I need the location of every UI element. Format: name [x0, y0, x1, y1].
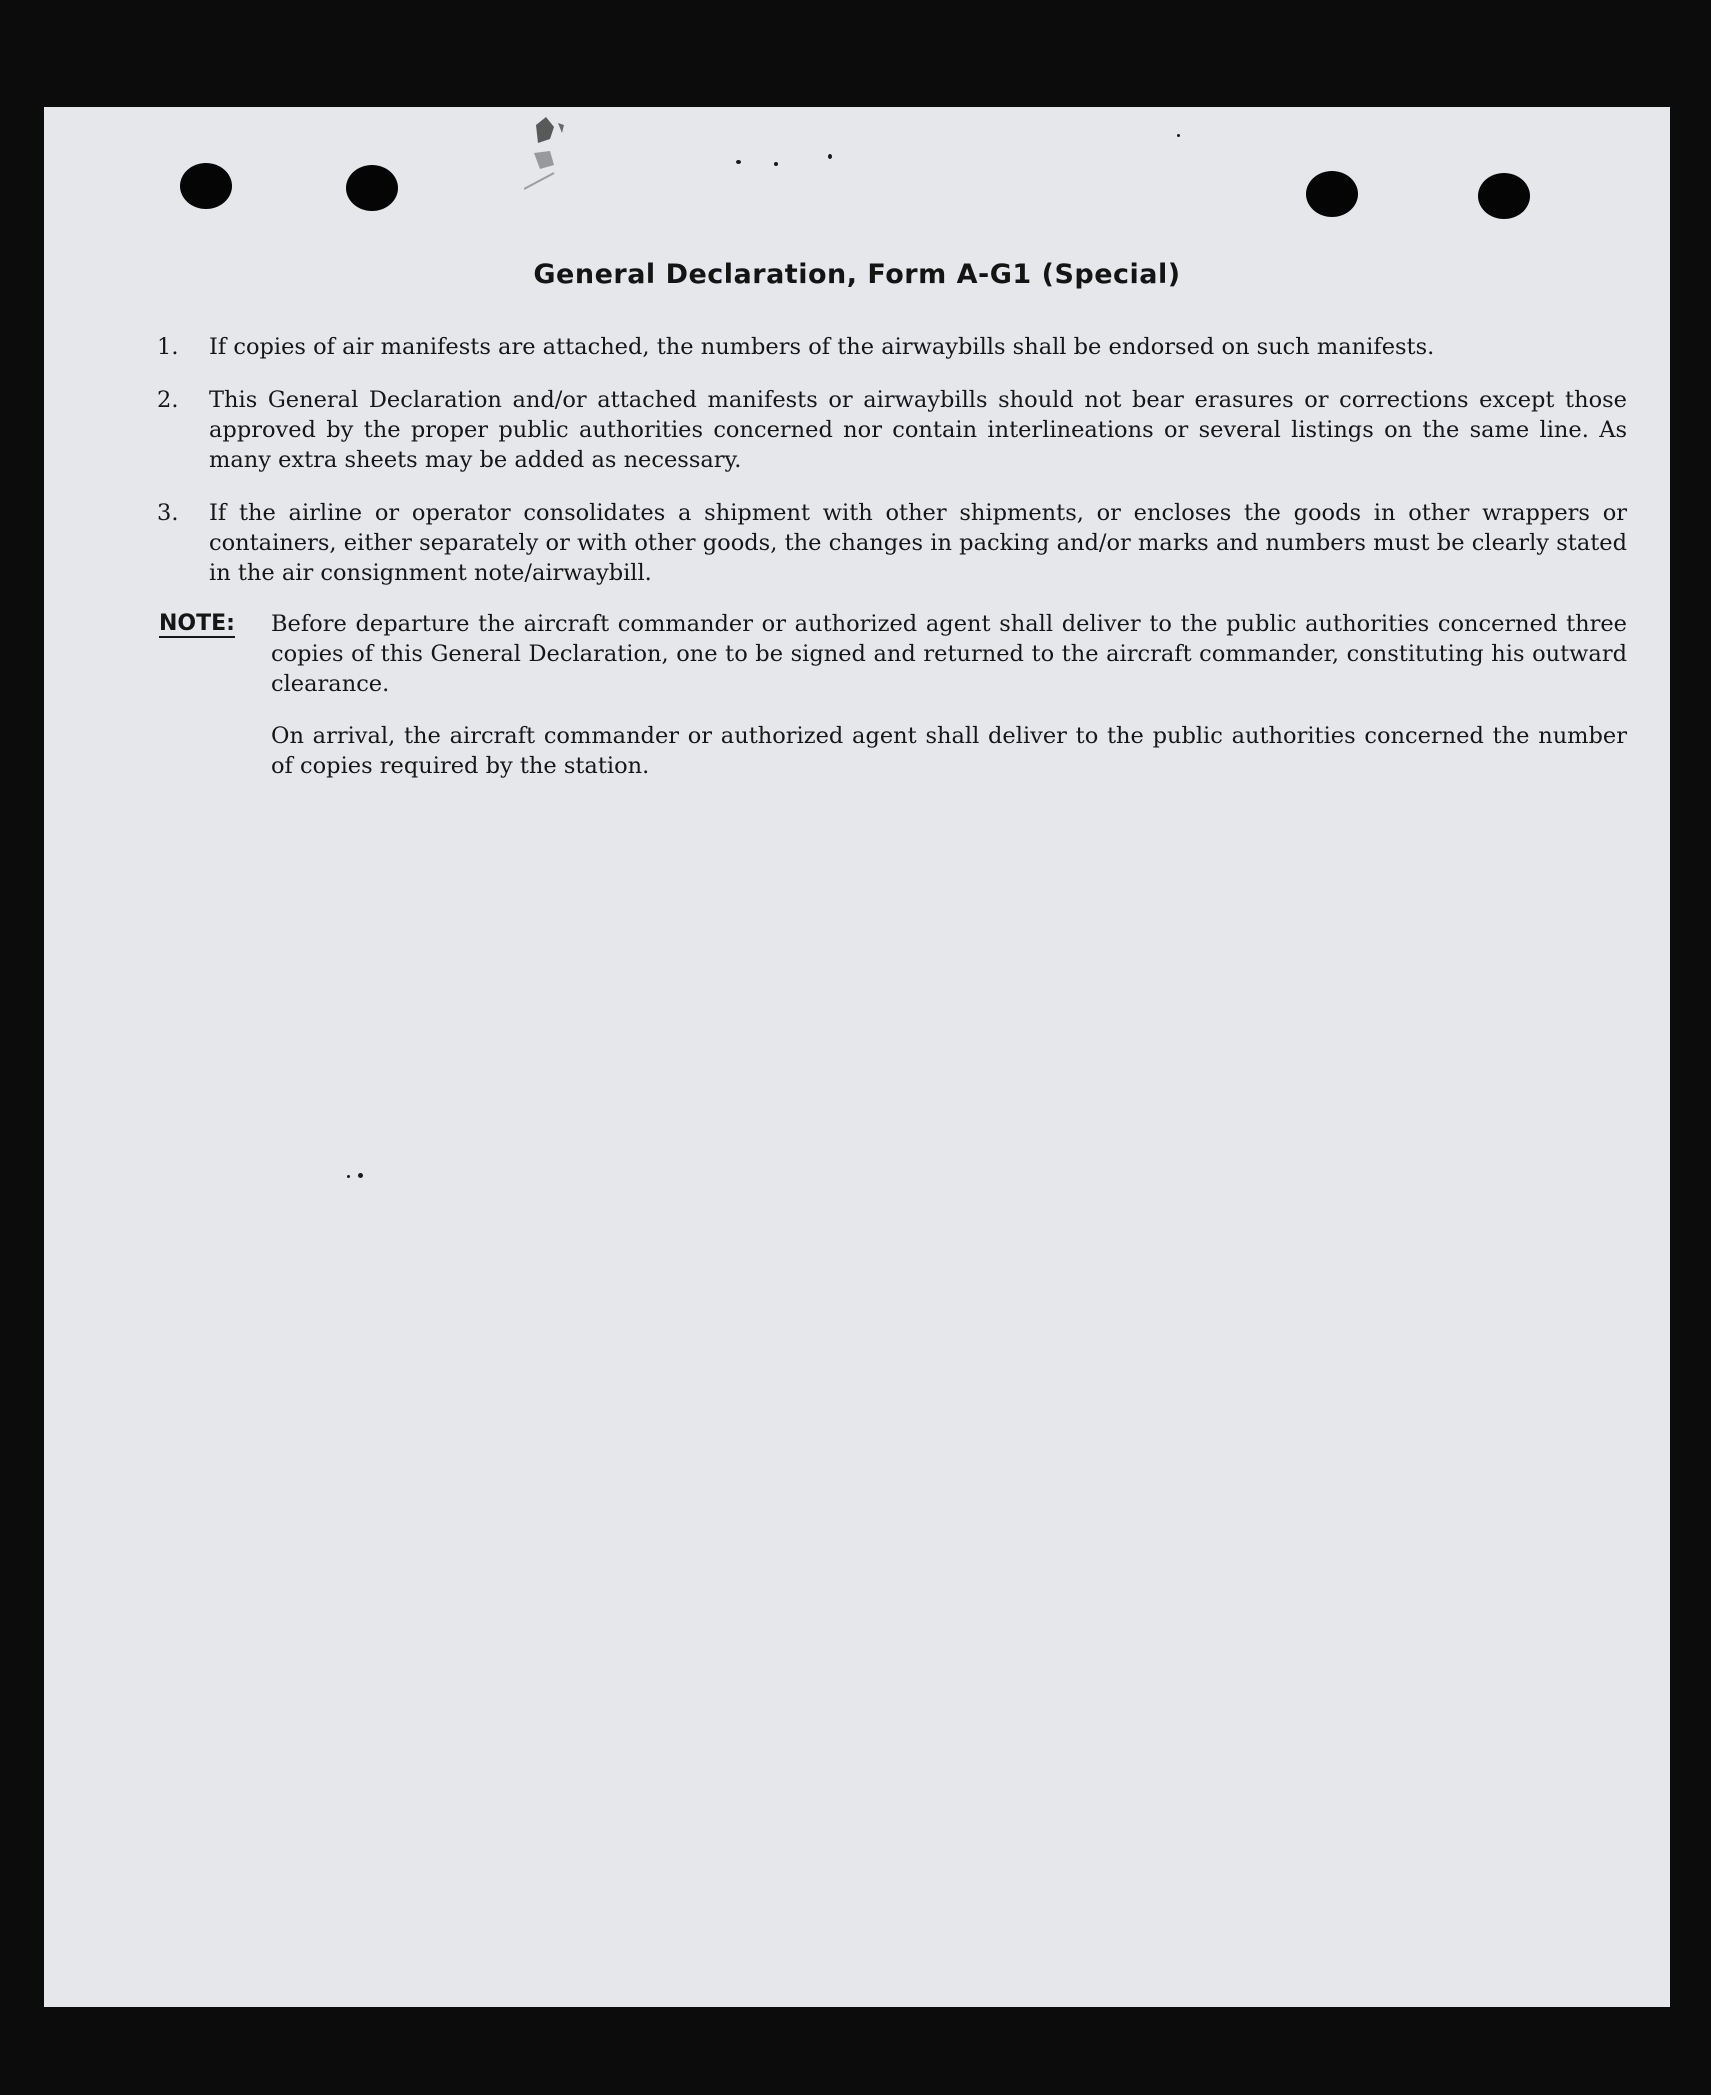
punch-hole-2	[346, 165, 398, 211]
form-title: General Declaration, Form A-G1 (Special)	[533, 259, 1181, 290]
dust-speck	[358, 1173, 363, 1178]
item-text: If copies of air manifests are attached, the numbers of the airwaybills shall be endorsed on such manifests.	[209, 334, 1435, 360]
dust-speck	[347, 1175, 350, 1178]
note-label: NOTE:	[159, 611, 235, 636]
item-number: 3.	[157, 500, 179, 526]
document-page	[44, 107, 1670, 2007]
item-number: 2.	[157, 387, 179, 413]
punch-hole-4	[1478, 173, 1530, 219]
dust-speck	[736, 160, 741, 164]
item-number: 1.	[157, 334, 179, 360]
dust-speck	[828, 154, 832, 159]
item-text: If the airline or operator consolidates a shipment with other shipments, or encloses the goods in other wrappers or containers, either separately or with other goods, the changes in packing and/or marks and numbers must be clearly stated in the air consignment note/airwaybill.	[209, 500, 1627, 586]
ink-smudge	[524, 113, 594, 193]
punch-hole-3	[1306, 171, 1358, 217]
note-paragraph-1: Before departure the aircraft commander or authorized agent shall deliver to the public authorities concerned three copies of this General Declaration, one to be signed and returned to the aircraft commander, constituting his outward clearance.	[271, 611, 1627, 697]
dust-speck	[774, 162, 778, 166]
note-paragraph-2: On arrival, the aircraft commander or authorized agent shall deliver to the public authorities concerned the number of copies required by the station.	[271, 723, 1627, 779]
punch-hole-1	[180, 163, 232, 209]
item-text: This General Declaration and/or attached manifests or airwaybills should not bear erasures or corrections except those approved by the proper public authorities concerned nor contain interlineations or several listings on the same line. As many extra sheets may be added as necessary.	[209, 387, 1627, 473]
dust-speck	[1177, 134, 1180, 137]
